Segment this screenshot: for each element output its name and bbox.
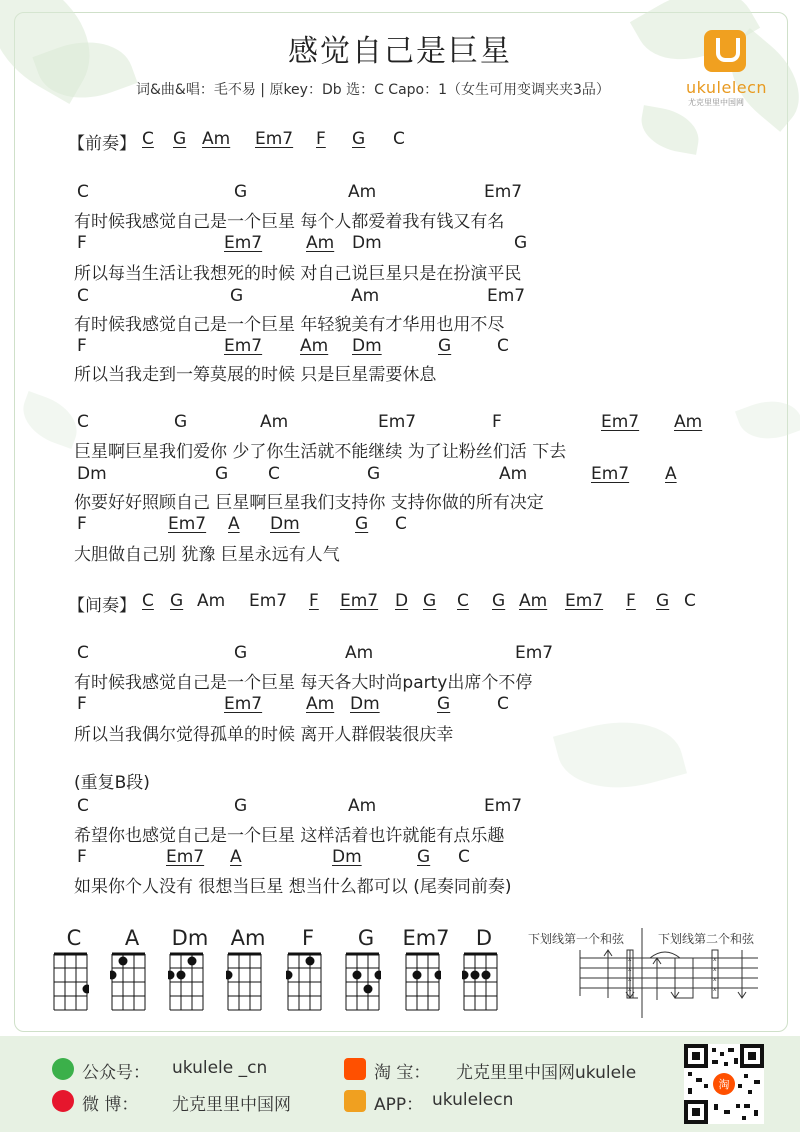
- lyric-line: 所以每当生活让我想死的时候 对自己说巨星只是在扮演平民: [74, 264, 522, 284]
- chord: G: [174, 412, 188, 432]
- fretboard-grid: [404, 952, 441, 1012]
- chord: F: [77, 694, 87, 714]
- chord: Em7: [487, 286, 526, 306]
- chord: Em7: [224, 336, 263, 356]
- strum-legend-first: 下划线第一个和弦: [528, 932, 625, 946]
- chord-diagram-name: A: [124, 926, 140, 950]
- chord: C: [77, 796, 89, 816]
- chord: C: [497, 694, 509, 714]
- chord-diagram-name: Em7: [402, 926, 450, 950]
- lyric-line: 你要好好照顾自己 巨星啊巨星我们支持你 支持你做的所有决定: [74, 493, 544, 513]
- svg-text:x: x: [628, 986, 632, 993]
- intro-chord: Em7: [255, 129, 294, 149]
- lyric-line: 希望你也感觉自己是一个巨星 这样活着也许就能有点乐趣: [74, 826, 505, 846]
- chord: C: [77, 412, 89, 432]
- finger-dot: [110, 971, 117, 980]
- intro-label: 【前奏】: [68, 134, 136, 154]
- song-title: 感觉自己是巨星: [288, 34, 512, 69]
- chord: Am: [348, 796, 377, 816]
- interlude-chord: Em7: [565, 591, 604, 611]
- chord: Dm: [332, 847, 362, 867]
- finger-dot: [168, 971, 175, 980]
- strum-legend: [520, 928, 790, 1023]
- chord: C: [77, 286, 89, 306]
- chord: C: [77, 182, 89, 202]
- chord: C: [497, 336, 509, 356]
- chord: G: [514, 233, 528, 253]
- chord: A: [230, 847, 242, 867]
- chord: G: [438, 336, 452, 356]
- app-value: ukulelecn: [432, 1090, 514, 1110]
- interlude-chord: Am: [197, 591, 226, 611]
- chord: Dm: [77, 464, 107, 484]
- chord: G: [234, 796, 248, 816]
- intro-chord: Am: [202, 129, 231, 149]
- interlude-chord: Em7: [249, 591, 288, 611]
- finger-dot: [83, 985, 90, 994]
- finger-dot: [306, 957, 315, 966]
- interlude-chord: C: [684, 591, 696, 611]
- chord: Am: [674, 412, 703, 432]
- chord: C: [458, 847, 470, 867]
- taobao-label: 淘 宝：: [374, 1063, 431, 1083]
- svg-text:x: x: [713, 966, 717, 973]
- chord: G: [437, 694, 451, 714]
- chord: Dm: [270, 514, 300, 534]
- fretboard-grid: [344, 952, 381, 1012]
- chord-diagram-name: G: [357, 926, 375, 950]
- fretboard-grid: [168, 952, 205, 1012]
- finger-dot: [353, 971, 362, 980]
- finger-dot: [119, 957, 128, 966]
- qr-code-icon: [684, 1044, 764, 1124]
- finger-dot: [375, 971, 382, 980]
- interlude-chord: Em7: [340, 591, 379, 611]
- lyric-line: 有时候我感觉自己是一个巨星 每个人都爱着我有钱又有名: [74, 212, 505, 232]
- intro-chord: G: [173, 129, 187, 149]
- chord: Am: [306, 694, 335, 714]
- chord: Em7: [166, 847, 205, 867]
- finger-dot: [286, 971, 293, 980]
- chord: G: [215, 464, 229, 484]
- chord: Dm: [352, 336, 382, 356]
- svg-text:x: x: [628, 966, 632, 973]
- chord: Em7: [224, 694, 263, 714]
- svg-text:x: x: [628, 976, 632, 983]
- lyric-line: 所以当我走到一筹莫展的时候 只是巨星需要休息: [74, 365, 437, 385]
- chord: Am: [306, 233, 335, 253]
- chord: Em7: [224, 233, 263, 253]
- chord: G: [234, 182, 248, 202]
- interlude-chord: G: [423, 591, 437, 611]
- chord: Am: [260, 412, 289, 432]
- fretboard-grid: [52, 952, 89, 1012]
- repeat-label: (重复B段): [74, 773, 150, 793]
- chord: Em7: [484, 182, 523, 202]
- intro-chord: C: [142, 129, 154, 149]
- chord: C: [77, 643, 89, 663]
- finger-dot: [226, 971, 233, 980]
- chord: Em7: [515, 643, 554, 663]
- finger-dot: [188, 957, 197, 966]
- lyric-line: 有时候我感觉自己是一个巨星 每天各大时尚party出席个不停: [74, 673, 533, 693]
- chord: G: [417, 847, 431, 867]
- lyric-line: 大胆做自己别 犹豫 巨星永远有人气: [74, 545, 340, 565]
- svg-text:x: x: [713, 956, 717, 963]
- interlude-chord: G: [170, 591, 184, 611]
- lyric-line: 有时候我感觉自己是一个巨星 年轻貌美有才华用也用不尽: [74, 315, 505, 335]
- chord: Em7: [378, 412, 417, 432]
- chord: Am: [348, 182, 377, 202]
- strum-arrows-icon: [520, 928, 790, 1023]
- chord: G: [234, 643, 248, 663]
- chord-diagram-name: Am: [230, 926, 266, 950]
- fretboard-grid: [110, 952, 147, 1012]
- taobao-icon: [344, 1058, 366, 1080]
- chord: Dm: [350, 694, 380, 714]
- finger-dot: [413, 971, 422, 980]
- chord: F: [77, 233, 87, 253]
- chord: A: [665, 464, 677, 484]
- chord: Am: [351, 286, 380, 306]
- interlude-chord: G: [656, 591, 670, 611]
- chord: F: [77, 514, 87, 534]
- logo-name: ukulelecn: [686, 78, 768, 97]
- wechat-label: 公众号：: [82, 1063, 150, 1083]
- intro-chord: G: [352, 129, 366, 149]
- weibo-label: 微 博：: [82, 1095, 139, 1115]
- chord: F: [77, 847, 87, 867]
- chord: C: [395, 514, 407, 534]
- chord: Am: [499, 464, 528, 484]
- weibo-value: 尤克里里中国网: [172, 1095, 291, 1115]
- chord: A: [228, 514, 240, 534]
- strum-legend-second: 下划线第二个和弦: [658, 932, 755, 946]
- fretboard-grid: [286, 952, 323, 1012]
- fretboard-grid: [226, 952, 263, 1012]
- finger-dot: [435, 971, 442, 980]
- weibo-icon: [52, 1090, 74, 1112]
- svg-text:x: x: [713, 986, 717, 993]
- interlude-chord: F: [309, 591, 319, 611]
- svg-text:x: x: [713, 976, 717, 983]
- lyric-line: 所以当我偶尔觉得孤单的时候 离开人群假装很庆幸: [74, 725, 454, 745]
- chord: Dm: [352, 233, 382, 253]
- chord: Em7: [484, 796, 523, 816]
- finger-dot: [364, 985, 373, 994]
- chord: Em7: [168, 514, 207, 534]
- taobao-value: 尤克里里中国网ukulele: [456, 1063, 637, 1083]
- chord: Em7: [591, 464, 630, 484]
- chord: Am: [300, 336, 329, 356]
- chord: G: [367, 464, 381, 484]
- ukulele-u-logo-icon: [704, 30, 746, 72]
- lyric-line: 巨星啊巨星我们爱你 少了你生活就不能继续 为了让粉丝们活 下去: [74, 442, 567, 462]
- logo-subtitle: 尤克里里中国网: [688, 98, 744, 107]
- chord: G: [230, 286, 244, 306]
- interlude-label: 【间奏】: [68, 596, 136, 616]
- finger-dot: [462, 971, 469, 980]
- interlude-chord: F: [626, 591, 636, 611]
- chord: Em7: [601, 412, 640, 432]
- interlude-chord: G: [492, 591, 506, 611]
- interlude-chord: Am: [519, 591, 548, 611]
- chord-diagram-name: D: [475, 926, 493, 950]
- intro-chord: F: [316, 129, 326, 149]
- finger-dot: [482, 971, 491, 980]
- qr-code: [684, 1044, 764, 1124]
- svg-text:x: x: [628, 956, 632, 963]
- chord: C: [268, 464, 280, 484]
- chord-diagram-name: C: [66, 926, 82, 950]
- app-label: APP：: [374, 1095, 424, 1115]
- fretboard-grid: [462, 952, 499, 1012]
- wechat-value: ukulele _cn: [172, 1058, 268, 1078]
- chord-diagram-name: Dm: [171, 926, 209, 950]
- footer-bar: [0, 1036, 800, 1132]
- finger-dot: [471, 971, 480, 980]
- chord-diagram-name: F: [301, 926, 315, 950]
- song-credits: 词&曲&唱：毛不易 | 原key：Db 选：C Capo：1（女生可用变调夹夹3品）: [136, 82, 610, 98]
- chord: G: [355, 514, 369, 534]
- wechat-icon: [52, 1058, 74, 1080]
- chord: F: [77, 336, 87, 356]
- app-icon: [344, 1090, 366, 1112]
- chord: F: [492, 412, 502, 432]
- lyric-line: 如果你个人没有 很想当巨星 想当什么都可以 (尾奏同前奏): [74, 877, 512, 897]
- interlude-chord: D: [395, 591, 409, 611]
- intro-chord: C: [393, 129, 405, 149]
- qr-center-glyph: 淘: [718, 1078, 730, 1091]
- finger-dot: [177, 971, 186, 980]
- interlude-chord: C: [457, 591, 469, 611]
- interlude-chord: C: [142, 591, 154, 611]
- chord: Am: [345, 643, 374, 663]
